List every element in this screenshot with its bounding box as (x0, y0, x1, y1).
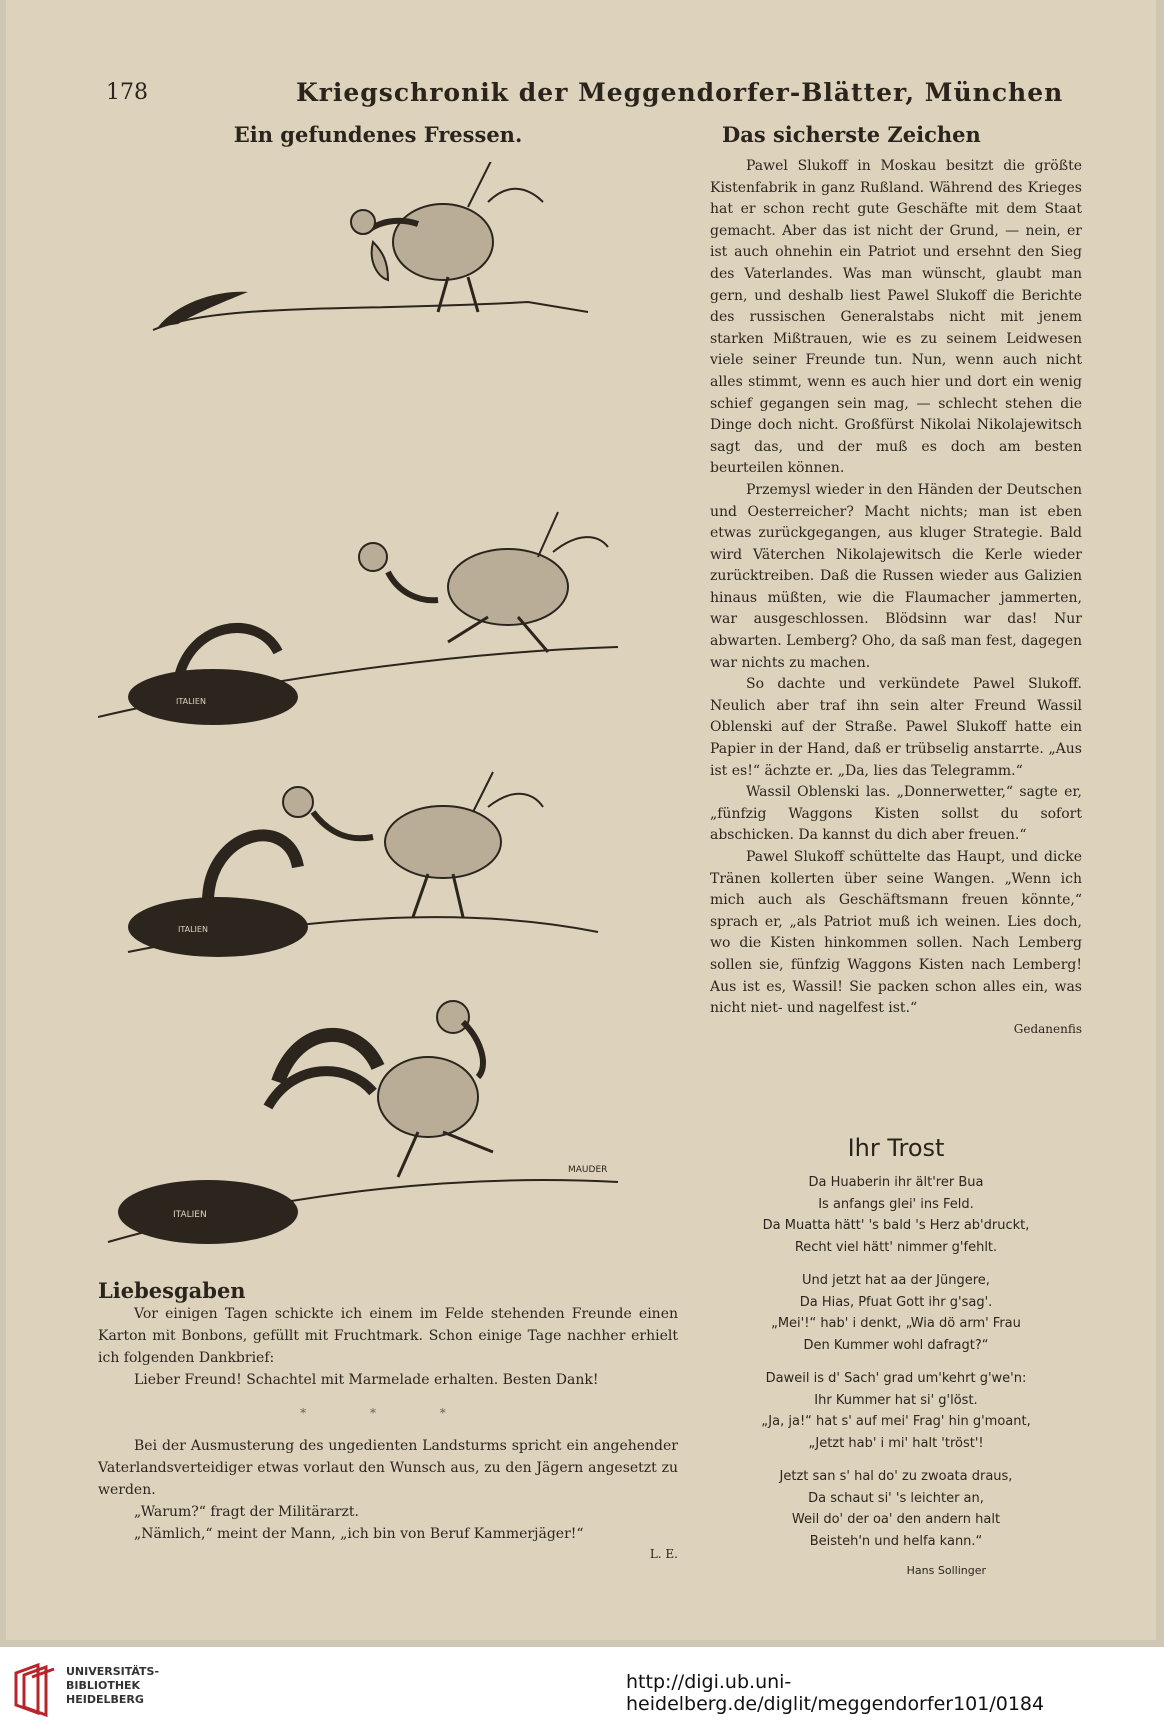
poem-line: „Jetzt hab' i mi' halt 'tröst'! (808, 1435, 984, 1451)
left-column (98, 122, 678, 1561)
poem-line: Beisteh'n und helfa kann.“ (809, 1533, 983, 1549)
article-paragraph: Wassil Oblenski las. „Donnerwetter,“ sagte er, „fünfzig Waggons Kisten sollst du sofort abschicken. Da kannst du dich aber freuen.“ (710, 784, 1082, 844)
scanned-page (6, 0, 1156, 1640)
anecdote-paragraph: Vor einigen Tagen schickte ich einem im Felde stehenden Freunde einen Karton mit Bonbons, gefüllt mit Fruchtmark. Schon einige Tage nachher erhielt ich folgenden Dankbrief: (98, 1306, 678, 1366)
cartoon-panel-1 (153, 162, 588, 330)
liebesgaben-section (98, 1278, 678, 1561)
article-signature: Gedanenfis (1013, 1021, 1082, 1036)
artist-signature: MAUDER (568, 1165, 608, 1175)
anecdote-paragraph: „Warum?“ fragt der Militärarzt. (134, 1504, 359, 1520)
poem-line: Jetzt san s' hal do' zu zwoata draus, (779, 1469, 1013, 1484)
shadow-label: ITALIEN (173, 1210, 207, 1220)
poem-line: Da schaut si' 's leichter an, (808, 1490, 984, 1506)
poem-line: Und jetzt hat aa der Jüngere, (802, 1273, 990, 1288)
poem-line: „Mei'!“ hab' i denkt, „Wia dö arm' Frau (771, 1316, 1021, 1331)
library-name-line: UNIVERSITÄTS- (66, 1665, 160, 1678)
article-paragraph: So dachte und verkündete Pawel Slukoff. Neulich aber traf ihn sein alter Freund Wassil Oblenski auf der Straße. Pawel Slukoff hatte ein Papier in der Hand, daß er trübselig anstarrte. „Aus ist es!“ ächzte er. „Da, lies das Telegramm.“ (710, 676, 1082, 779)
article-paragraph: Pawel Slukoff schüttelte das Haupt, und dicke Tränen kollerten über seine Wangen. „Wenn ich mich auch als Geschäftsmann freuen könnte,“ sprach er, „als Patriot muß ich weinen. Lies doch, wo die Kisten hinkommen sollen. Nach Lemberg sollen sie, fünfzig Waggons Kisten nach Lemberg! Aus ist es, Wassil! Sie packen schon alles ein, was nicht niet- und nagelfest ist.“ (710, 849, 1082, 1017)
section-separator: * * * (300, 1406, 476, 1420)
library-name-line: BIBLIOTHEK (66, 1679, 141, 1692)
right-column (710, 122, 1082, 1577)
section-title: Liebesgaben (98, 1278, 246, 1303)
digital-library-link[interactable]: http://digi.ub.uni-heidelberg.de/diglit/meggendorfer101/0184 (626, 1671, 1045, 1715)
poem (710, 1134, 1082, 1577)
running-title: Kriegschronik der Meggendorfer-Blätter, München (296, 78, 1064, 107)
poem-line: Weil do' der oa' den andern halt (791, 1512, 1001, 1527)
poem-line: Den Kummer wohl dafragt?“ (803, 1337, 989, 1353)
library-name (66, 1665, 159, 1707)
poem-line: Is anfangs glei' ins Feld. (818, 1196, 974, 1212)
anecdote-paragraph: Lieber Freund! Schachtel mit Marmelade erhalten. Besten Dank! (134, 1372, 599, 1388)
anecdote-paragraph: „Nämlich,“ meint der Mann, „ich bin von Beruf Kammerjäger!“ (134, 1526, 584, 1542)
cartoon-panel-3 (128, 772, 598, 957)
poem-line: Ihr Kummer hat si' g'löst. (814, 1392, 978, 1408)
poem-line: Recht viel hätt' nimmer g'fehlt. (794, 1239, 998, 1255)
poem-stanza (710, 1368, 1082, 1454)
library-footer (0, 1647, 1164, 1729)
article-body (710, 156, 1082, 1036)
shadow-label: ITALIEN (178, 925, 208, 934)
shadow-label: ITALIEN (176, 697, 206, 706)
article-title: Das sicherste Zeichen (722, 122, 981, 147)
article-paragraph: Przemysl wieder in den Händen der Deutschen und Oesterreicher? Macht nichts; man ist eben etwas zurückgegangen, aus kluger Strategie. Bald wird Väterchen Nikolajewitsch die Kerle wieder zurücktreiben. Daß die Russen wieder aus Galizien hinaus müßten, wie die Flaumacher jammerten, war ausgeschlossen. Blödsinn war das! Nur abwarten. Lemberg? Oho, da saß man fest, dagegen war nichts zu machen. (710, 481, 1082, 671)
cartoon-title: Ein gefundenes Fressen. (233, 122, 523, 147)
poem-stanza (710, 1270, 1082, 1356)
library-name-line: HEIDELBERG (66, 1693, 144, 1706)
poem-line: Da Muatta hätt' 's bald 's Herz ab'druckt, (762, 1218, 1030, 1233)
article-paragraph: Pawel Slukoff in Moskau besitzt die größte Kistenfabrik in ganz Rußland. Während des Krieges hat er schon recht gute Geschäfte mit dem Staat gemacht. Aber das ist nicht der Grund, — nein, er ist auch ohnehin ein Patriot und ersehnt den Sieg des Vaterlandes. Was man wünscht, glaubt man gern, und deshalb liest Pawel Slukoff die Berichte des russischen Generalstabs nicht mit jenem starken Mißtrauen, wie es zu seinem Leidwesen viele seiner Freunde tun. Nun, wenn auch nicht alles stimmt, wenn es auch hier und dort ein wenig schief gegangen sein mag, — schlecht stehen die Dinge doch nicht. Großfürst Nikolai Nikolajewitsch sagt das, und der muß es doch am besten beurteilen können. (710, 158, 1082, 477)
cartoon-panel-4 (108, 1001, 618, 1244)
poem-stanza (710, 1172, 1082, 1258)
poem-author: Hans Sollinger (906, 1564, 986, 1577)
page-header (6, 76, 1156, 116)
poem-stanza (710, 1466, 1082, 1552)
cartoon-panel-2 (98, 512, 618, 725)
poem-line: „Ja, ja!“ hat s' auf mei' Frag' hin g'moant, (761, 1414, 1031, 1429)
poem-line: Da Hias, Pfuat Gott ihr g'sag'. (799, 1294, 993, 1310)
poem-line: Da Huaberin ihr ält'rer Bua (808, 1175, 984, 1190)
rooster-cartoon (98, 162, 698, 1262)
university-library-logo-icon (12, 1661, 58, 1717)
anecdote-paragraph: Bei der Ausmusterung des ungedienten Landsturms spricht ein angehender Vaterlandsverteidiger etwas vorlaut den Wunsch aus, zu den Jägern angesetzt zu werden. (98, 1438, 678, 1498)
poem-title: Ihr Trost (847, 1134, 945, 1162)
page-number: 178 (106, 80, 148, 105)
poem-line: Daweil is d' Sach' grad um'kehrt g'we'n: (765, 1371, 1027, 1386)
author-initials: L. E. (649, 1547, 678, 1561)
